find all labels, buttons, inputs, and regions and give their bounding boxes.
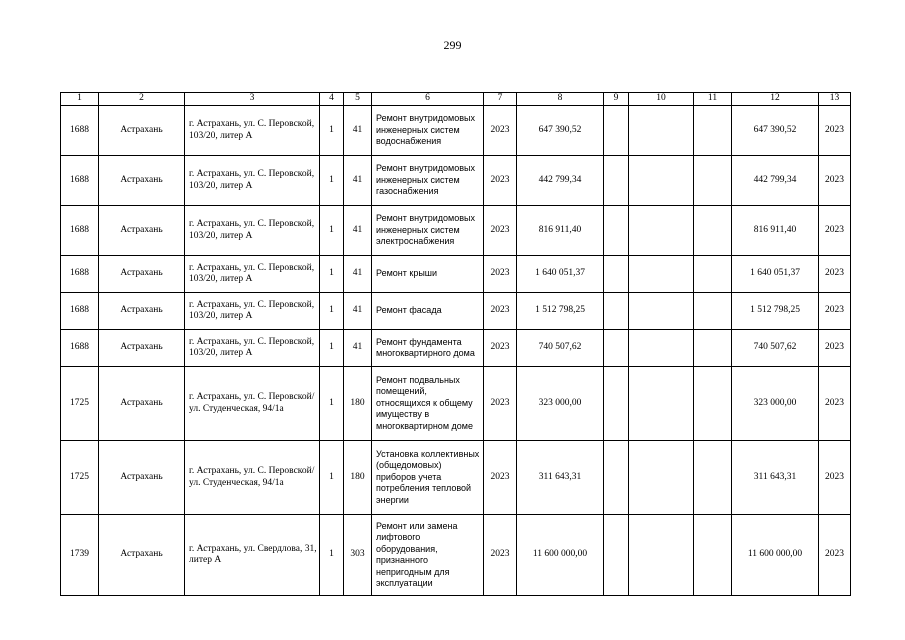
house-id-cell: 1725 <box>61 441 99 515</box>
cell-10 <box>629 330 694 367</box>
completion-year-cell: 2023 <box>819 367 851 441</box>
cell-4: 1 <box>320 106 344 156</box>
address-cell: г. Астрахань, ул. С. Перовской, 103/20, литер А <box>185 156 320 206</box>
cell-10 <box>629 441 694 515</box>
cell-5: 41 <box>344 256 372 293</box>
total-cost-cell: 442 799,34 <box>732 156 819 206</box>
cell-5: 41 <box>344 156 372 206</box>
total-cost-cell: 816 911,40 <box>732 206 819 256</box>
house-id-cell: 1739 <box>61 515 99 596</box>
column-header: 2 <box>99 93 185 106</box>
cell-11 <box>694 106 732 156</box>
work-type-cell: Ремонт внутридомовых инженерных систем газоснабжения <box>372 156 484 206</box>
cost-cell: 323 000,00 <box>517 367 604 441</box>
year-cell: 2023 <box>484 330 517 367</box>
table-row <box>61 156 851 206</box>
cost-cell: 442 799,34 <box>517 156 604 206</box>
address-cell: г. Астрахань, ул. С. Перовской, 103/20, литер А <box>185 330 320 367</box>
cell-5: 303 <box>344 515 372 596</box>
address-cell: г. Астрахань, ул. С. Перовской/ ул. Студенческая, 94/1а <box>185 367 320 441</box>
completion-year-cell: 2023 <box>819 441 851 515</box>
column-header: 3 <box>185 93 320 106</box>
municipality-cell: Астрахань <box>99 330 185 367</box>
house-id-cell: 1688 <box>61 330 99 367</box>
cell-11 <box>694 441 732 515</box>
total-cost-cell: 311 643,31 <box>732 441 819 515</box>
column-header: 12 <box>732 93 819 106</box>
cell-11 <box>694 330 732 367</box>
address-cell: г. Астрахань, ул. С. Перовской, 103/20, литер А <box>185 293 320 330</box>
cell-9 <box>604 293 629 330</box>
house-id-cell: 1688 <box>61 106 99 156</box>
completion-year-cell: 2023 <box>819 256 851 293</box>
page-number: 299 <box>443 38 462 52</box>
table-row <box>61 441 851 515</box>
cell-9 <box>604 330 629 367</box>
work-type-cell: Ремонт крыши <box>372 256 484 293</box>
municipality-cell: Астрахань <box>99 367 185 441</box>
cell-10 <box>629 293 694 330</box>
cell-10 <box>629 156 694 206</box>
cell-4: 1 <box>320 206 344 256</box>
work-type-cell: Ремонт фундамента многоквартирного дома <box>372 330 484 367</box>
cell-4: 1 <box>320 330 344 367</box>
cell-5: 41 <box>344 293 372 330</box>
work-type-cell: Ремонт фасада <box>372 293 484 330</box>
cell-10 <box>629 106 694 156</box>
table-row <box>61 515 851 596</box>
cell-9 <box>604 106 629 156</box>
cost-cell: 1 512 798,25 <box>517 293 604 330</box>
work-type-cell: Ремонт подвальных помещений, относящихся к общему имуществу в многоквартирном доме <box>372 367 484 441</box>
work-type-cell: Установка коллективных (общедомовых) приборов учета потребления тепловой энергии <box>372 441 484 515</box>
cell-11 <box>694 256 732 293</box>
table-row <box>61 206 851 256</box>
cell-10 <box>629 206 694 256</box>
house-id-cell: 1688 <box>61 206 99 256</box>
total-cost-cell: 11 600 000,00 <box>732 515 819 596</box>
cell-4: 1 <box>320 515 344 596</box>
address-cell: г. Астрахань, ул. С. Перовской, 103/20, литер А <box>185 106 320 156</box>
cost-cell: 1 640 051,37 <box>517 256 604 293</box>
cell-5: 41 <box>344 330 372 367</box>
cell-9 <box>604 256 629 293</box>
year-cell: 2023 <box>484 515 517 596</box>
column-header: 9 <box>604 93 629 106</box>
cell-5: 41 <box>344 106 372 156</box>
work-type-cell: Ремонт внутридомовых инженерных систем электроснабжения <box>372 206 484 256</box>
total-cost-cell: 1 640 051,37 <box>732 256 819 293</box>
year-cell: 2023 <box>484 256 517 293</box>
completion-year-cell: 2023 <box>819 106 851 156</box>
cell-11 <box>694 367 732 441</box>
column-header: 4 <box>320 93 344 106</box>
year-cell: 2023 <box>484 156 517 206</box>
cell-10 <box>629 256 694 293</box>
total-cost-cell: 647 390,52 <box>732 106 819 156</box>
municipality-cell: Астрахань <box>99 156 185 206</box>
municipality-cell: Астрахань <box>99 206 185 256</box>
completion-year-cell: 2023 <box>819 156 851 206</box>
address-cell: г. Астрахань, ул. Свердлова, 31, литер А <box>185 515 320 596</box>
column-header: 5 <box>344 93 372 106</box>
cell-4: 1 <box>320 441 344 515</box>
cost-cell: 647 390,52 <box>517 106 604 156</box>
cost-cell: 311 643,31 <box>517 441 604 515</box>
completion-year-cell: 2023 <box>819 293 851 330</box>
house-id-cell: 1688 <box>61 256 99 293</box>
cell-4: 1 <box>320 256 344 293</box>
cell-4: 1 <box>320 156 344 206</box>
cell-11 <box>694 293 732 330</box>
cell-5: 180 <box>344 441 372 515</box>
work-type-cell: Ремонт внутридомовых инженерных систем водоснабжения <box>372 106 484 156</box>
column-header: 6 <box>372 93 484 106</box>
address-cell: г. Астрахань, ул. С. Перовской, 103/20, литер А <box>185 206 320 256</box>
cell-9 <box>604 206 629 256</box>
table-row <box>61 330 851 367</box>
total-cost-cell: 323 000,00 <box>732 367 819 441</box>
cell-5: 180 <box>344 367 372 441</box>
cell-9 <box>604 515 629 596</box>
municipality-cell: Астрахань <box>99 515 185 596</box>
completion-year-cell: 2023 <box>819 330 851 367</box>
table-row <box>61 367 851 441</box>
table-row <box>61 106 851 156</box>
total-cost-cell: 740 507,62 <box>732 330 819 367</box>
cell-9 <box>604 441 629 515</box>
cost-cell: 740 507,62 <box>517 330 604 367</box>
column-header: 10 <box>629 93 694 106</box>
year-cell: 2023 <box>484 441 517 515</box>
total-cost-cell: 1 512 798,25 <box>732 293 819 330</box>
municipality-cell: Астрахань <box>99 106 185 156</box>
house-id-cell: 1725 <box>61 367 99 441</box>
municipality-cell: Астрахань <box>99 441 185 515</box>
cell-11 <box>694 206 732 256</box>
municipality-cell: Астрахань <box>99 293 185 330</box>
column-header: 11 <box>694 93 732 106</box>
cell-9 <box>604 367 629 441</box>
cell-11 <box>694 156 732 206</box>
table-row <box>61 293 851 330</box>
cell-9 <box>604 156 629 206</box>
column-header: 13 <box>819 93 851 106</box>
repair-program-table <box>60 92 851 596</box>
cell-4: 1 <box>320 367 344 441</box>
cell-10 <box>629 515 694 596</box>
year-cell: 2023 <box>484 106 517 156</box>
work-type-cell: Ремонт или замена лифтового оборудования, признанного непригодным для эксплуатации <box>372 515 484 596</box>
cost-cell: 816 911,40 <box>517 206 604 256</box>
cell-10 <box>629 367 694 441</box>
year-cell: 2023 <box>484 367 517 441</box>
completion-year-cell: 2023 <box>819 515 851 596</box>
column-header: 1 <box>61 93 99 106</box>
address-cell: г. Астрахань, ул. С. Перовской/ ул. Студенческая, 94/1а <box>185 441 320 515</box>
house-id-cell: 1688 <box>61 156 99 206</box>
column-header: 7 <box>484 93 517 106</box>
year-cell: 2023 <box>484 206 517 256</box>
completion-year-cell: 2023 <box>819 206 851 256</box>
column-number-row <box>61 93 851 106</box>
house-id-cell: 1688 <box>61 293 99 330</box>
cell-4: 1 <box>320 293 344 330</box>
table-row <box>61 256 851 293</box>
cell-5: 41 <box>344 206 372 256</box>
cell-11 <box>694 515 732 596</box>
municipality-cell: Астрахань <box>99 256 185 293</box>
year-cell: 2023 <box>484 293 517 330</box>
cost-cell: 11 600 000,00 <box>517 515 604 596</box>
address-cell: г. Астрахань, ул. С. Перовской, 103/20, литер А <box>185 256 320 293</box>
column-header: 8 <box>517 93 604 106</box>
